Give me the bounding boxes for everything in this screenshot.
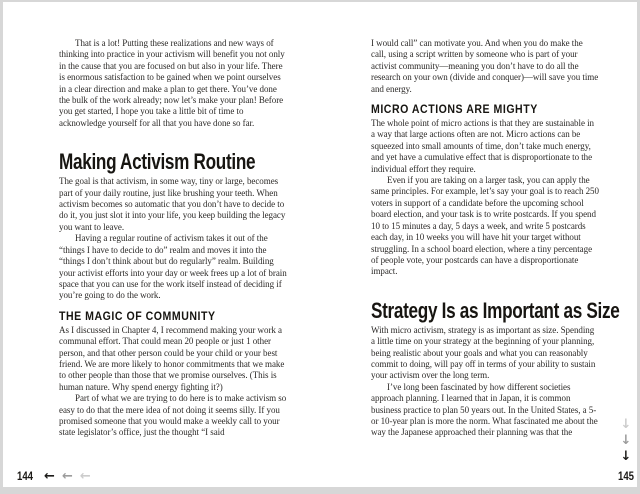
subsection-heading: MICRO ACTIONS ARE MIGHTY	[371, 102, 538, 117]
right-page	[371, 38, 620, 439]
left-page	[59, 38, 287, 439]
prev-page-arrow-ghost-icon: ←	[61, 468, 73, 484]
page-number-left: 144	[17, 469, 34, 483]
page-nav-left	[17, 469, 91, 483]
chapter-heading: Strategy Is as Important as Size	[371, 297, 620, 323]
paragraph: The whole point of micro actions is that they are sustainable in a way that large actions often are not. Micro actions can be squeezed into small amounts of time, don’t take much energy, and yet have a cumulative effect that is disproportionate to the individual effort they require.	[371, 118, 594, 174]
chapter-heading: Making Activism Routine	[59, 149, 256, 175]
page-nav-right	[612, 418, 640, 485]
paragraph: Even if you are taking on a larger task, you can apply the same principles. For example, let’s say your goal is to reach 250 voters in support of a candidate before the upcoming school board election, and your task is to write postcards. If you spend 10 to 15 minutes a day, 5 days a week, and write 5 postcards each day, in 10 weeks you will have hit your target without struggling. In a school board election, where a tiny percentage of people vote, your postcards can have a disproportionate impact.	[371, 175, 599, 277]
scroll-down-arrow-ghost-icon: ↓	[620, 433, 632, 448]
scroll-down-arrow-ghost2-icon: ↓	[620, 417, 632, 432]
paragraph: With micro activism, strategy is as important as size. Spending a little time on your strategy at the beginning of your planning, being realistic about your goals and what you can reasonably commit to doing, will pay off in terms of your ability to sustain your activism over the long term.	[371, 324, 596, 381]
page-number-right: 145	[617, 469, 635, 483]
paragraph: Part of what we are trying to do here is to make activism so easy to do that the mere idea of not doing it seems silly. If you promised someone that you would make a weekly call to your state legislator’s office, just the thought “I said	[59, 393, 287, 438]
subsection-heading: THE MAGIC OF COMMUNITY	[59, 308, 216, 323]
book-spread	[3, 2, 637, 487]
paragraph: I’ve long been fascinated by how different societies approach planning. I learned that in Japan, it is common business practice to plan 50 years out. In the United States, a 5- or 10-year plan is more the norm. What fascinated me about the way the Japanese approached their planning was that the	[371, 381, 598, 438]
paragraph: Having a regular routine of activism takes it out of the “things I have to decide to do” realm and moves it into the “things I don’t think about but do regularly” realm. Building your activist efforts into your day or week frees up a lot of brain space that you can use for the work itself instead of deciding if you’re going to do the work.	[59, 233, 287, 301]
prev-page-arrow-ghost2-icon: ←	[79, 468, 91, 484]
paragraph: As I discussed in Chapter 4, I recommend making your work a communal effort. That could mean 20 people or just 1 other person, and that other person could be your child or your best friend. We are more likely to honor commitments that we make to other people than those that we promise ourselves. (This is human nature. Why spend energy fighting it?)	[59, 324, 285, 392]
prev-page-arrow-icon[interactable]: ←	[44, 468, 55, 484]
paragraph: I would call” can motivate you. And when you do make the call, using a script written by someone who is part of your activist community—meaning you don’t have to do all the research on your own (divide and conquer)—will save you time and energy.	[371, 38, 599, 94]
paragraph: That is a lot! Putting these realizations and new ways of thinking into practice in your activism will benefit you not only in the cause that you are focused on but also in your life. There is enormous satisfaction to be gained when we point ourselves in a clear direction and make a plan to get there. You’ve done the bulk of the work already; now let’s make your plan! Before you get started, I hope you take a little bit of time to acknowledge yourself for all that you have done so far.	[59, 38, 285, 128]
scroll-down-arrow-icon[interactable]: ↓	[620, 449, 632, 464]
paragraph: The goal is that activism, in some way, tiny or large, becomes part of your daily routine, just like brushing your teeth. When activism becomes so automatic that you don’t have to decide to do it, you just slot it into your life, you keep building the legacy you want to leave.	[59, 176, 286, 232]
